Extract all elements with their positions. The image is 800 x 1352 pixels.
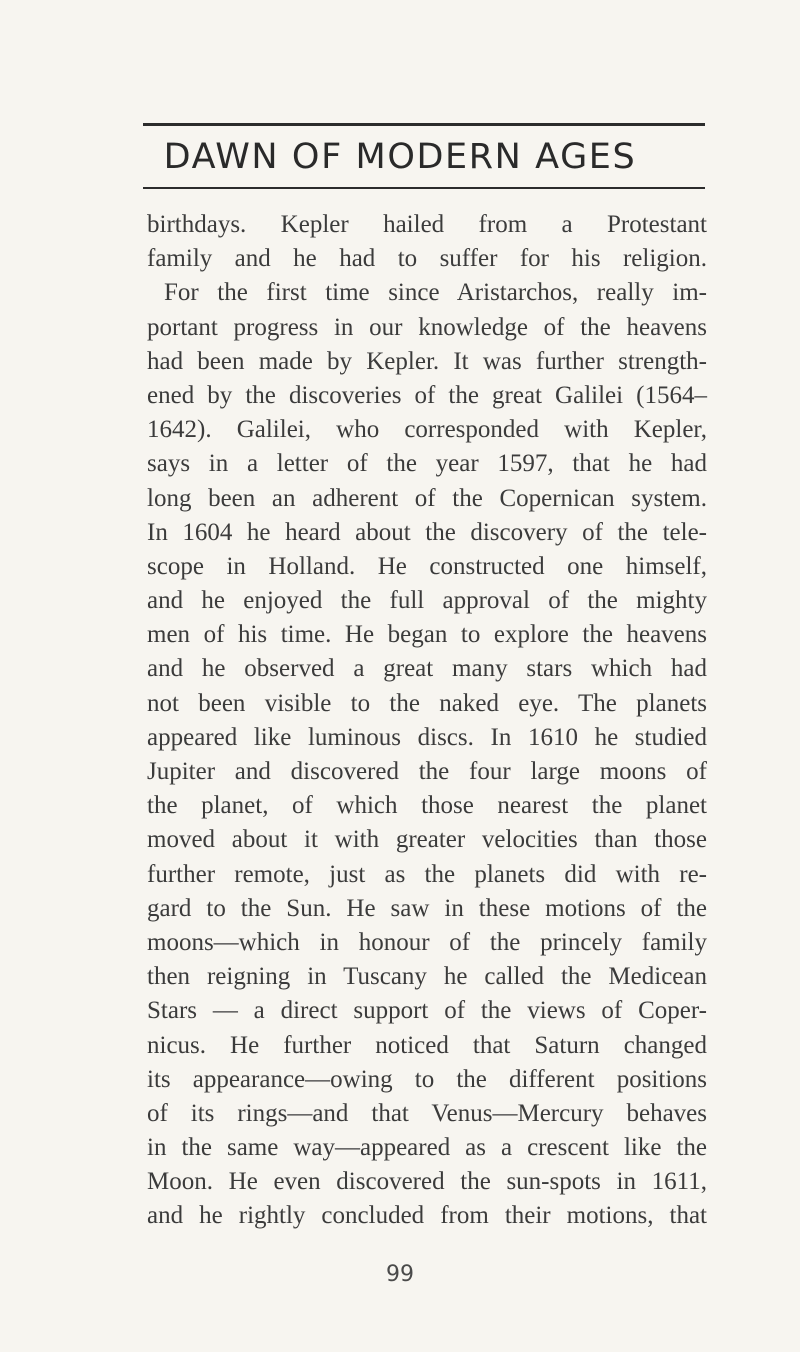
text-line: further remote, just as the planets did with re- bbox=[147, 860, 707, 888]
header-rule-bottom bbox=[143, 187, 705, 189]
running-head: DAWN OF MODERN AGES bbox=[163, 137, 637, 177]
text-line: had been made by Kepler. It was further strength- bbox=[147, 347, 707, 375]
text-line: Jupiter and discovered the four large moons of bbox=[147, 758, 707, 785]
page-number: 99 bbox=[386, 1262, 414, 1287]
header-rule-top bbox=[143, 123, 705, 126]
text-line: Stars — a direct support of the views of Coper- bbox=[147, 997, 707, 1025]
text-line: not been visible to the naked eye. The planets bbox=[147, 689, 707, 717]
text-line: moons—which in honour of the princely family bbox=[147, 928, 707, 956]
text-line: In 1604 he heard about the discovery of the tele- bbox=[147, 518, 707, 546]
text-line: ened by the discoveries of the great Galilei (1564– bbox=[147, 381, 707, 409]
text-line: and he rightly concluded from their motions, that bbox=[147, 1202, 707, 1230]
body-text bbox=[147, 208, 707, 1234]
text-line: says in a letter of the year 1597, that he had bbox=[147, 450, 707, 478]
text-line: and he enjoyed the full approval of the mighty bbox=[147, 587, 707, 615]
text-line: long been an adherent of the Copernican system. bbox=[147, 484, 707, 512]
text-line: then reigning in Tuscany he called the Medicean bbox=[147, 963, 707, 991]
text-line: the planet, of which those nearest the planet bbox=[147, 792, 707, 820]
text-line: of its rings—and that Venus—Mercury behaves bbox=[147, 1099, 707, 1127]
text-line: gard to the Sun. He saw in these motions of the bbox=[147, 894, 707, 922]
text-line: family and he had to suffer for his religion. bbox=[147, 245, 707, 273]
paragraph-start-line: For the first time since Aristarchos, really im- bbox=[164, 279, 707, 307]
text-line: its appearance—owing to the different positions bbox=[147, 1065, 707, 1093]
text-line: 1642). Galilei, who corresponded with Kepler, bbox=[147, 416, 707, 444]
text-line: scope in Holland. He constructed one himself, bbox=[147, 552, 707, 580]
text-line: Moon. He even discovered the sun-spots in 1611, bbox=[147, 1168, 707, 1196]
text-line: in the same way—appeared as a crescent like the bbox=[147, 1134, 707, 1162]
text-line: birthdays. Kepler hailed from a Protestant bbox=[147, 211, 707, 238]
text-line: and he observed a great many stars which had bbox=[147, 655, 707, 683]
text-line: nicus. He further noticed that Saturn changed bbox=[147, 1031, 707, 1059]
text-line: portant progress in our knowledge of the heavens bbox=[147, 313, 707, 341]
text-line: men of his time. He began to explore the heavens bbox=[147, 621, 707, 649]
text-line: appeared like luminous discs. In 1610 he studied bbox=[147, 723, 707, 751]
text-line: moved about it with greater velocities than those bbox=[147, 826, 707, 854]
